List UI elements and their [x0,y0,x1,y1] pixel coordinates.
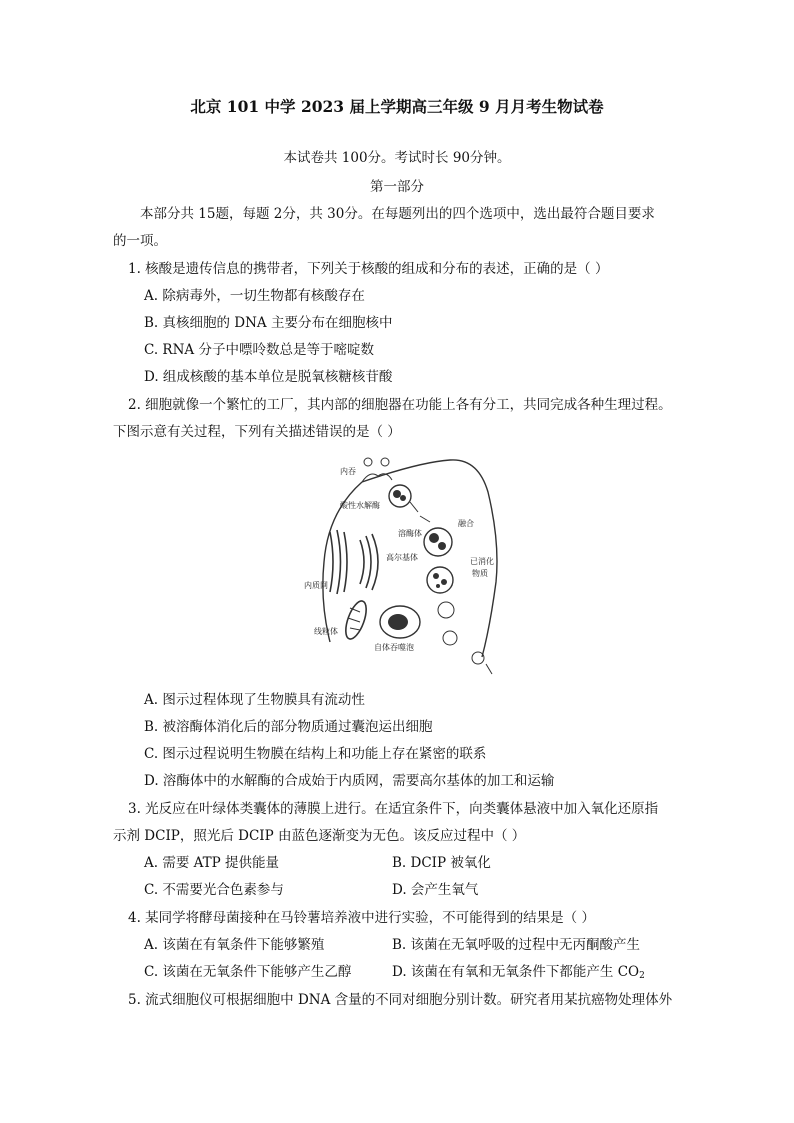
part-intro-line-1: 本部分共 15题，每题 2分，共 30分。在每题列出的四个选项中，选出最符合题目要求 [140,206,655,222]
q1-option-c: C. RNA 分子中嘌呤数总是等于嘧啶数 [144,342,374,358]
endocytosis-vesicle-top [362,458,392,482]
q1-option-a: A. 除病毒外，一切生物都有核酸存在 [144,288,365,304]
q2-option-d: D. 溶酶体中的水解酶的合成始于内质网，需要高尔基体的加工和运输 [144,773,555,789]
q3-option-d: D. 会产生氧气 [392,882,479,898]
q3-option-b: B. DCIP 被氧化 [392,855,491,871]
label-digested-2: 物质 [472,569,488,578]
q4-option-b: B. 该菌在无氧呼吸的过程中无丙酮酸产生 [392,937,641,953]
q4-option-d [392,966,645,981]
fusion-vesicle [424,528,452,556]
endosome-vesicles [389,485,418,512]
golgi-apparatus [360,534,378,590]
q1-option-d: D. 组成核酸的基本单位是脱氧核糖核苷酸 [144,369,393,385]
q4-option-d-text: D. 该菌在有氧和无氧条件下都能产生 CO [392,964,640,980]
q3-option-c: C. 不需要光合色素参与 [144,882,284,898]
endoplasmic-reticulum [330,530,347,594]
autophagosome [380,606,420,638]
q4-stem: 4. 某同学将酵母菌接种在马铃薯培养液中进行实验，不可能得到的结果是（ ） [128,910,595,926]
q2-stem-line-1: 2. 细胞就像一个繁忙的工厂，其内部的细胞器在功能上各有分工，共同完成各种生理过程。 [128,397,672,413]
label-acid-hydrolase: 酸性水解酶 [340,501,380,510]
q1-stem: 1. 核酸是遗传信息的携带者，下列关于核酸的组成和分布的表述，正确的是（ ） [128,261,609,277]
q4-option-c: C. 该菌在无氧条件下能够产生乙醇 [144,964,352,980]
q5-stem: 5. 流式细胞仪可根据细胞中 DNA 含量的不同对细胞分别计数。研究者用某抗癌物处理体外 [128,992,673,1008]
q2-stem-line-2: 下图示意有关过程，下列有关描述错误的是（ ） [113,424,401,440]
exam-title: 北京 101 中学 2023 届上学期高三年级 9 月月考生物试卷 [190,97,604,116]
q3-option-a: A. 需要 ATP 提供能量 [144,855,280,871]
q3-stem-line-2: 示剂 DCIP，照光后 DCIP 由蓝色逐渐变为无色。该反应过程中（ ） [113,828,526,844]
q4-option-d-subscript: 2 [639,971,645,981]
q2-option-b: B. 被溶酶体消化后的部分物质通过囊泡运出细胞 [144,719,433,735]
label-er: 内质网 [304,581,328,590]
q1-option-b: B. 真核细胞的 DNA 主要分布在细胞核中 [144,315,393,331]
label-golgi: 高尔基体 [386,553,418,562]
label-mitochondria: 线粒体 [314,627,338,636]
secretion-vesicles [438,602,492,674]
q4-option-a: A. 该菌在有氧条件下能够繁殖 [144,937,325,953]
label-lysosome: 溶酶体 [398,529,422,538]
cell-process-figure [300,452,510,682]
q2-option-c: C. 图示过程说明生物膜在结构上和功能上存在紧密的联系 [144,746,487,762]
q3-stem-line-1: 3. 光反应在叶绿体类囊体的薄膜上进行。在适宜条件下，向类囊体悬液中加入氧化还原指 [128,801,659,817]
label-fusion: 融合 [458,519,474,528]
exam-info: 本试卷共 100分。考试时长 90分钟。 [283,150,511,166]
part-intro-line-2: 的一项。 [113,233,167,249]
label-neitun: 内吞 [340,467,356,476]
part-title: 第一部分 [370,179,424,195]
digesting-lysosome [427,567,453,593]
mitochondrion [342,598,371,641]
label-autophagosome: 自体吞噬泡 [374,643,414,652]
label-digested-1: 已消化 [470,557,494,566]
q2-option-a: A. 图示过程体现了生物膜具有流动性 [144,692,365,708]
